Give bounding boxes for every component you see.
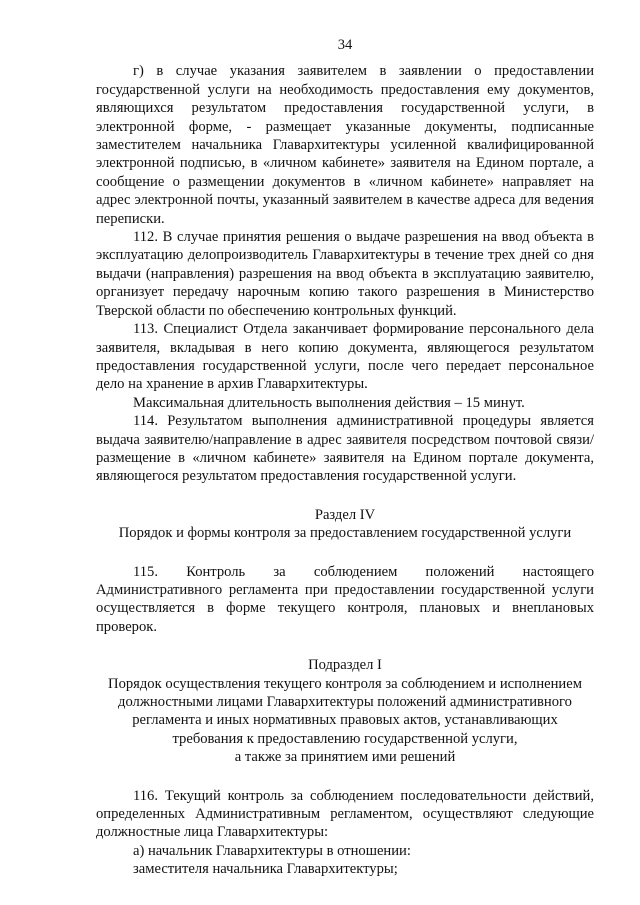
subsection-heading-line: требования к предоставлению государственной услуги, [172, 730, 518, 747]
paragraph-max-duration: Максимальная длительность выполнения действия – 15 минут. [133, 394, 525, 411]
list-item: заместителя начальника Главархитектуры; [133, 861, 398, 878]
paragraph-g: г) в случае указания заявителем в заявлении о предоставлении государственной услуги на необходимость предоставления ему документов, являющихся результатом предоставления государственной услуги, в электронной форме, - размещает указанные документы, подписанные заместителем начальника Главархитектуры усиленной квалифицированной электронной подписью, в «личном кабинете» заявителя на Едином портале, а сообщение о размещении документов в «личном кабинете» направляет на адрес электронной почты, указанный заявителем в качестве адреса для ведения переписки. [96, 63, 594, 227]
document-page [96, 36, 594, 879]
paragraph-113: 113. Специалист Отдела заканчивает формирование персонального дела заявителя, вкладывая в него копию документа, являющегося результатом предоставления государственной услуги, после чего передает персональное дело на хранение в архив Главархитектуры. [96, 321, 594, 393]
paragraph-114: 114. Результатом выполнения административной процедуры является выдача заявителю/направление в адрес заявителя посредством почтовой связи/размещение в «личном кабинете» заявителя на Едином портале документа, являющегося результатом предоставления государственной услуги. [96, 413, 594, 485]
list-item: а) начальник Главархитектуры в отношении: [133, 842, 411, 859]
section-subtitle: Порядок и формы контроля за предоставлением государственной услуги [118, 525, 572, 542]
paragraph-112: 112. В случае принятия решения о выдаче разрешения на ввод объекта в эксплуатацию делопроизводитель Главархитектуры в течение трех дней со дня выдачи (направления) разрешения на ввод объекта в эксплуатацию заявителю, организует передачу нарочным копию такого разрешения в Министерство Тверской области по обеспечению контрольных функций. [96, 229, 594, 319]
paragraph-116: 116. Текущий контроль за соблюдением последовательности действий, определенных Административным регламентом, осуществляют следующие должностные лица Главархитектуры: [96, 787, 594, 841]
subsection-heading-line: регламента и иных нормативных правовых актов, устанавливающих [132, 712, 558, 729]
subsection-title: Подраздел I [308, 657, 382, 674]
section-title: Раздел IV [314, 506, 376, 523]
subsection-heading-line: а также за принятием ими решений [234, 749, 456, 766]
subsection-heading-line: Порядок осуществления текущего контроля за соблюдением и исполнением [108, 675, 582, 692]
paragraph-115: 115. Контроль за соблюдением положений настоящего Административного регламента при предоставлении государственной услуги осуществляется в форме текущего контроля, плановых и внеплановых проверок. [96, 563, 594, 635]
page-number: 34 [337, 37, 353, 53]
subsection-heading-line: должностными лицами Главархитектуры положений административного [118, 694, 572, 710]
